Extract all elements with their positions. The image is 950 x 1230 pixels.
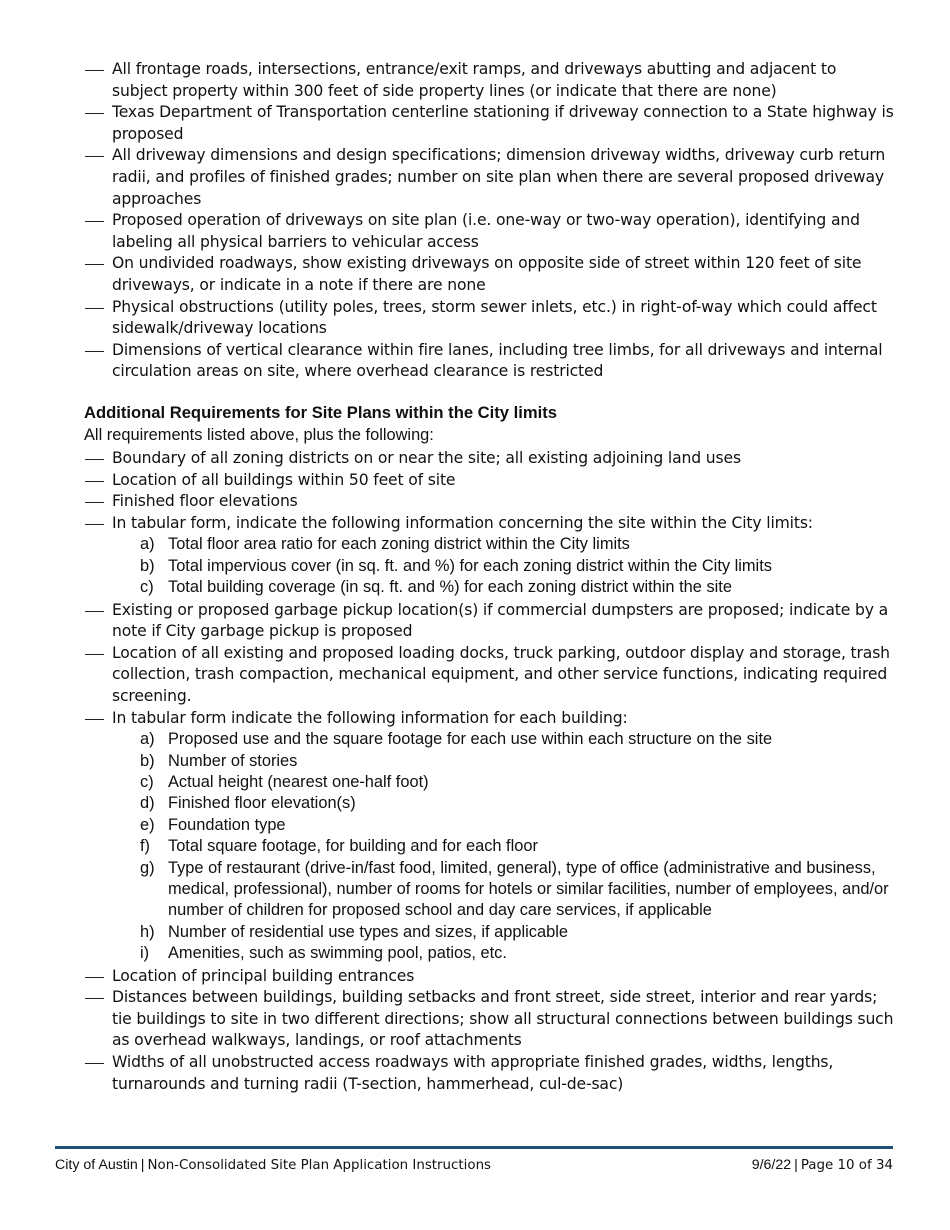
list-item: In tabular form, indicate the following information concerning the site within the City limits: (112, 513, 813, 532)
sub-list-item: c) Actual height (nearest one-half foot) (140, 772, 894, 793)
sub-item-letter: f) (140, 837, 151, 856)
sub-list-item: i) Amenities, such as swimming pool, patios, etc. (140, 943, 894, 964)
footer-page-number: Page 10 of 34 (800, 1158, 893, 1173)
sub-list-item: a) Total floor area ratio for each zoning district within the City limits (140, 534, 894, 555)
footer-separator: | (140, 1157, 145, 1173)
list-item: Boundary of all zoning districts on or near the site; all existing adjoining land uses (112, 449, 741, 467)
list-item: All driveway dimensions and design specifications; dimension driveway widths, driveway curb return radii, and profiles of finished grades; number on site plan when there are several proposed driveway approaches (112, 146, 886, 208)
requirements-list-city (84, 448, 894, 1095)
sub-item-letter: h) (140, 922, 155, 941)
sub-list-item: c) Total building coverage (in sq. ft. and %) for each zoning district within the site (140, 577, 894, 598)
list-item: Texas Department of Transportation centerline stationing if driveway connection to a State highway is proposed (112, 103, 894, 143)
sub-item-letter: a) (140, 730, 155, 749)
building-tabular-sublist (84, 729, 894, 964)
sub-item-letter: i) (140, 944, 150, 963)
footer-document-info (55, 1156, 491, 1175)
list-item: Widths of all unobstructed access roadways with appropriate finished grades, widths, lengths, turnarounds and turning radii (T-section, hammerhead, cul-de-sac) (112, 1053, 834, 1093)
list-item: Location of all existing and proposed loading docks, truck parking, outdoor display and storage, trash collection, trash compaction, mechanical equipment, and other service functions, indicating required screening. (112, 643, 890, 705)
footer-date: 9/6/22 (751, 1157, 792, 1173)
list-item: Location of principal building entrances (112, 966, 415, 985)
section-heading: Additional Requirements for Site Plans within the City limits (84, 403, 557, 422)
sub-list-item: g) Type of restaurant (drive-in/fast food, limited, general), type of office (administrative and business, medical, professional), number of rooms for hotels or similar facilities, number of employees, and/or number of children for proposed school and day care services, if applicable (140, 858, 889, 920)
sub-item-letter: g) (140, 858, 155, 877)
footer-org: City of Austin (55, 1157, 138, 1173)
list-item: Existing or proposed garbage pickup location(s) if commercial dumpsters are proposed; indicate by a note if City garbage pickup is proposed (112, 600, 888, 641)
sub-list-item: a) Proposed use and the square footage for each use within each structure on the site (140, 729, 894, 750)
list-item: All frontage roads, intersections, entrance/exit ramps, and driveways abutting and adjacent to subject property within 300 feet of side property lines (or indicate that there are none) (112, 60, 837, 100)
list-item: Location of all buildings within 50 feet of site (112, 470, 456, 489)
list-item: Distances between buildings, building setbacks and front street, side street, interior and rear yards; tie buildings to site in two different directions; show all structural connections between buildings such as overhead walkways, landings, or roof attachments (112, 988, 894, 1050)
sub-list-item: d) Finished floor elevation(s) (140, 793, 894, 814)
sub-item-letter: d) (140, 794, 155, 813)
sub-list-item: e) Foundation type (140, 815, 894, 836)
footer-separator: | (794, 1157, 798, 1173)
list-item: Finished floor elevations (112, 492, 298, 511)
sub-list-item: b) Number of stories (140, 751, 894, 772)
sub-item-letter: b) (140, 751, 155, 770)
list-item: In tabular form indicate the following information for each building: (112, 708, 628, 727)
site-tabular-sublist (84, 534, 894, 598)
sub-list-item: f) Total square footage, for building and for each floor (140, 836, 894, 857)
requirements-list-general (84, 59, 894, 383)
list-item: Physical obstructions (utility poles, trees, storm sewer inlets, etc.) in right-of-way which could affect sidewalk/driveway locations (112, 297, 877, 338)
sub-item-letter: c) (140, 578, 154, 597)
sub-list-item: b) Total impervious cover (in sq. ft. and %) for each zoning district within the City limits (140, 556, 894, 577)
sub-list-item: h) Number of residential use types and sizes, if applicable (140, 922, 894, 943)
list-item: Dimensions of vertical clearance within fire lanes, including tree limbs, for all driveways and internal circulation areas on site, where overhead clearance is restricted (112, 340, 883, 381)
list-item: On undivided roadways, show existing driveways on opposite side of street within 120 feet of site driveways, or indicate in a note if there are none (112, 254, 862, 294)
sub-item-letter: a) (140, 535, 155, 554)
footer-divider (55, 1146, 893, 1149)
list-item: Proposed operation of driveways on site plan (i.e. one-way or two-way operation), identifying and labeling all physical barriers to vehicular access (112, 211, 860, 251)
footer-doc-title: Non-Consolidated Site Plan Application Instructions (147, 1158, 492, 1173)
footer-page-info (752, 1156, 893, 1175)
sub-item-letter: c) (140, 772, 154, 791)
sub-item-letter: e) (140, 815, 155, 834)
sub-item-letter: b) (140, 556, 155, 575)
section-intro: All requirements listed above, plus the following: (84, 426, 434, 444)
